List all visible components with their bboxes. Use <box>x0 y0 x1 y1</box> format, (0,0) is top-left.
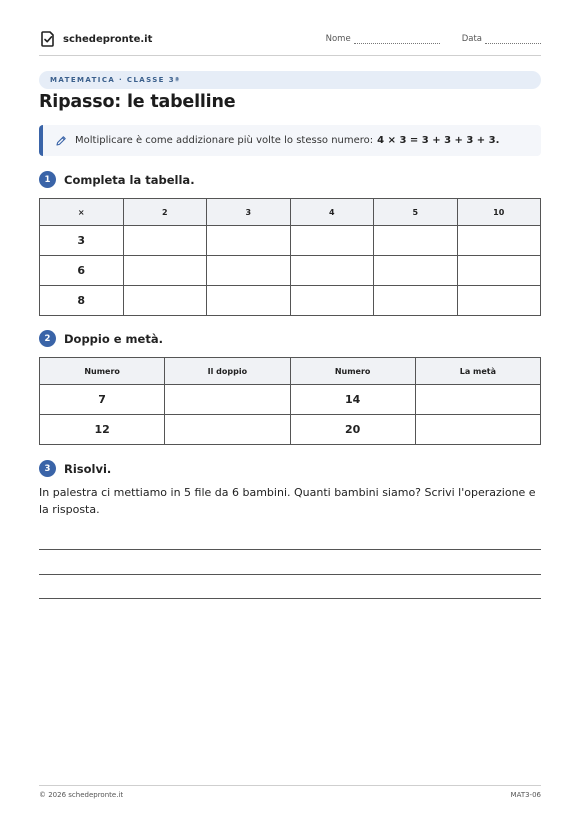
word-problem: In palestra ci mettiamo in 5 file da 6 bambini. Quanti bambini siamo? Scrivi l'operazione e la risposta. <box>39 486 536 516</box>
section-title: Doppio e metà. <box>64 331 163 346</box>
answer-cell[interactable] <box>290 256 374 286</box>
table-row <box>40 256 541 286</box>
section-number-badge: 3 <box>39 460 56 477</box>
brand-name: schedepronte.it <box>63 33 153 45</box>
section-title: Completa la tabella. <box>64 172 195 187</box>
answer-cell[interactable] <box>123 286 207 316</box>
column-header: Il doppio <box>165 358 290 385</box>
answer-cell[interactable] <box>207 286 291 316</box>
number-cell: 20 <box>290 415 415 445</box>
answer-cell[interactable] <box>123 226 207 256</box>
answer-line[interactable] <box>39 574 541 575</box>
page-footer <box>39 785 541 799</box>
subject-banner: MATEMATICA · CLASSE 3ª <box>39 71 541 89</box>
answer-cell[interactable] <box>415 415 540 445</box>
answer-cell[interactable] <box>457 256 541 286</box>
student-fields <box>326 34 541 44</box>
page-title: Ripasso: le tabelline <box>39 92 236 112</box>
answer-cell[interactable] <box>457 286 541 316</box>
answer-cell[interactable] <box>290 226 374 256</box>
column-header: 5 <box>374 199 458 226</box>
number-cell: 14 <box>290 385 415 415</box>
name-field[interactable] <box>326 34 440 44</box>
number-cell: 12 <box>40 415 165 445</box>
date-line[interactable] <box>485 35 541 44</box>
multiplication-table <box>39 198 541 316</box>
column-header: 4 <box>290 199 374 226</box>
answer-cell[interactable] <box>165 385 290 415</box>
note-text: Moltiplicare è come addizionare più volte lo stesso numero: <box>75 135 374 146</box>
answer-cell[interactable] <box>165 415 290 445</box>
copyright: © 2026 schedepronte.it <box>39 791 124 799</box>
row-factor: 8 <box>40 286 124 316</box>
column-header: 2 <box>123 199 207 226</box>
answer-cell[interactable] <box>374 286 458 316</box>
column-header: Numero <box>40 358 165 385</box>
column-header: La metà <box>415 358 540 385</box>
brand <box>39 30 152 48</box>
worksheet-code: MAT3-06 <box>510 791 541 799</box>
date-field[interactable] <box>462 34 541 44</box>
page-header <box>39 30 541 56</box>
section-title: Risolvi. <box>64 461 112 476</box>
table-row <box>40 385 541 415</box>
section-number-badge: 2 <box>39 330 56 347</box>
answer-cell[interactable] <box>207 256 291 286</box>
section-number-badge: 1 <box>39 171 56 188</box>
answer-cell[interactable] <box>290 286 374 316</box>
name-label: Nome <box>325 34 351 44</box>
table-row <box>40 286 541 316</box>
section-1-heading <box>39 171 195 188</box>
pencil-icon <box>55 135 67 147</box>
double-half-table <box>39 357 541 445</box>
table-header-row <box>40 358 541 385</box>
column-header: 3 <box>207 199 291 226</box>
column-header: 10 <box>457 199 541 226</box>
row-factor: 3 <box>40 226 124 256</box>
answer-line[interactable] <box>39 598 541 599</box>
table-row <box>40 415 541 445</box>
table-row <box>40 226 541 256</box>
answer-cell[interactable] <box>123 256 207 286</box>
note-formula: 4 × 3 = 3 + 3 + 3 + 3. <box>377 135 500 146</box>
answer-cell[interactable] <box>374 256 458 286</box>
answer-cell[interactable] <box>415 385 540 415</box>
answer-cell[interactable] <box>457 226 541 256</box>
name-line[interactable] <box>354 35 440 44</box>
column-header: × <box>40 199 124 226</box>
answer-cell[interactable] <box>207 226 291 256</box>
row-factor: 6 <box>40 256 124 286</box>
answer-line[interactable] <box>39 549 541 550</box>
section-3-heading <box>39 460 111 477</box>
date-label: Data <box>461 34 482 44</box>
section-2-heading <box>39 330 163 347</box>
answer-cell[interactable] <box>374 226 458 256</box>
checklist-icon <box>39 30 57 48</box>
number-cell: 7 <box>40 385 165 415</box>
column-header: Numero <box>290 358 415 385</box>
table-header-row <box>40 199 541 226</box>
info-note <box>39 125 541 156</box>
